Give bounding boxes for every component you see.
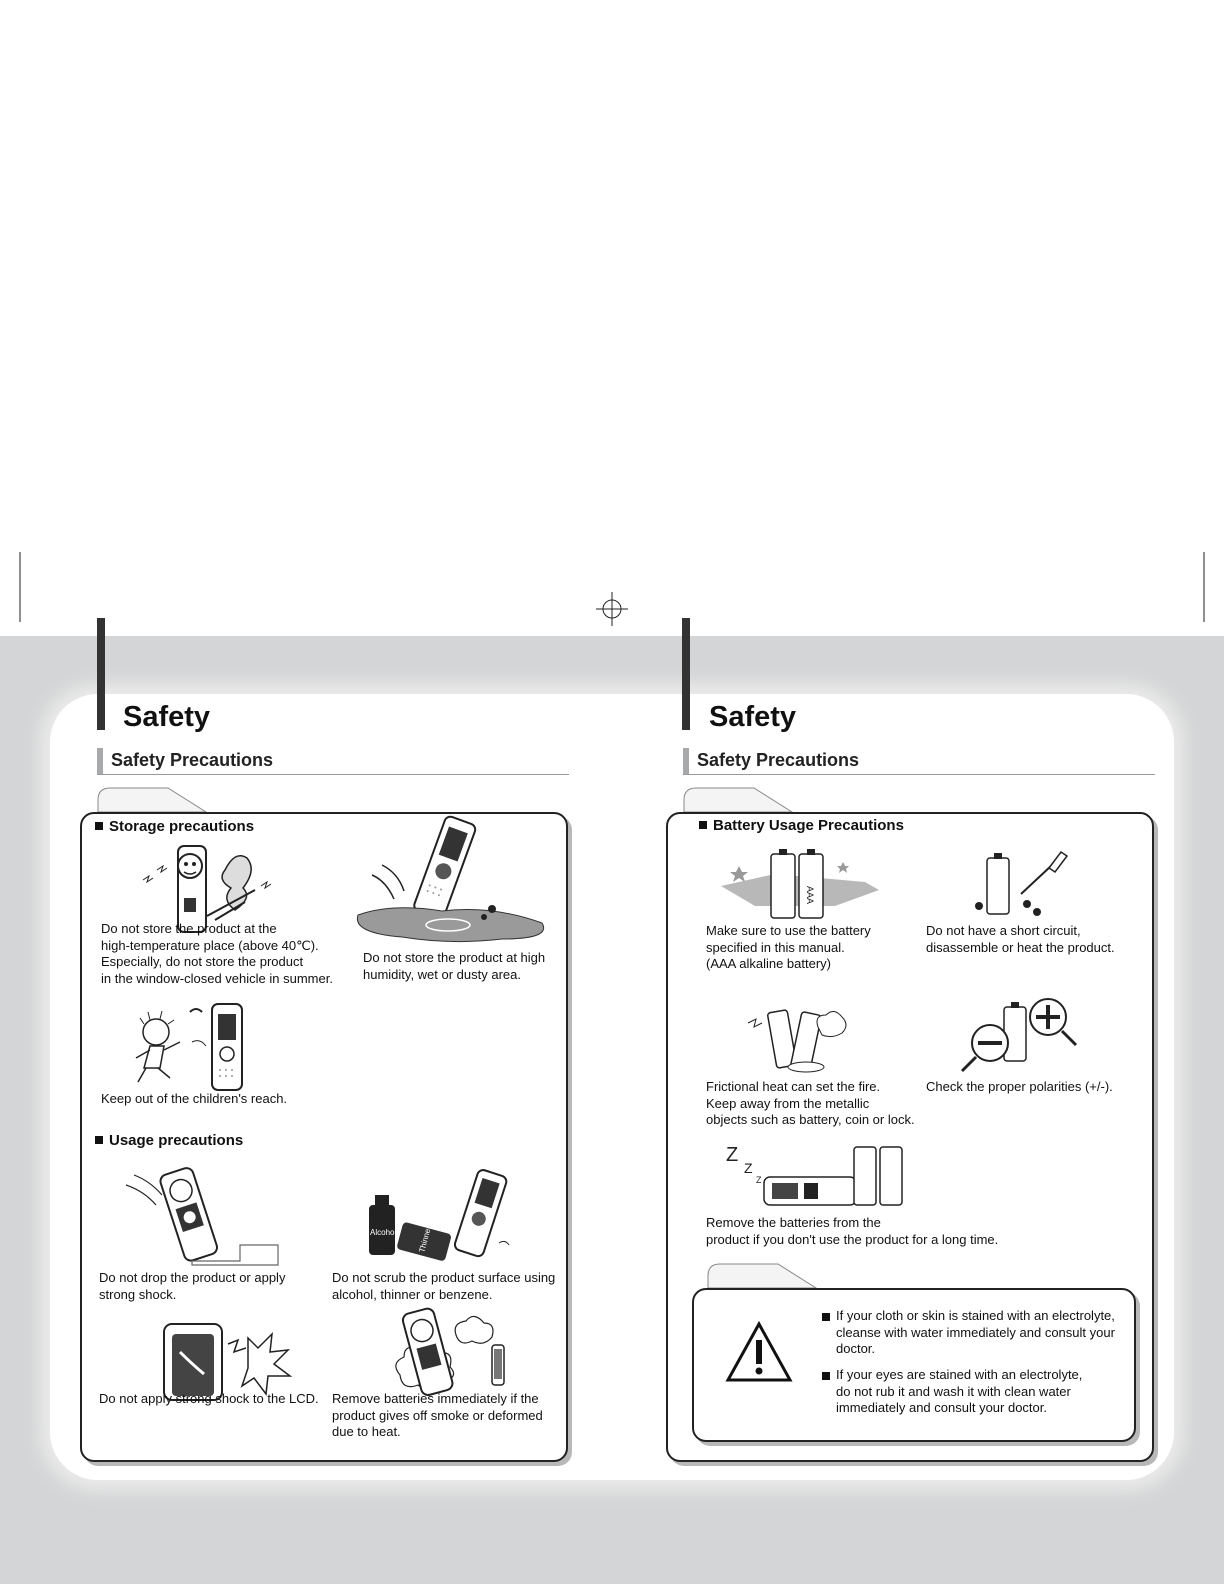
thinner-label: Thinner [417,1225,434,1254]
warning-box-tab [706,1262,826,1290]
warning-item-eyes: If your eyes are stained with an electrolyte, do not rub it and wash it with clean water immediately and consult your doctor. [836,1367,1083,1415]
registration-mark-top [596,592,628,626]
battery-item-short: Do not have a short circuit, disassemble or heat the product. [926,923,1115,955]
battery-item-aaa: Make sure to use the battery specified in this manual. (AAA alkaline battery) [706,923,871,971]
storage-heading: Storage precautions [95,818,254,835]
short-circuit-illustration [965,846,1085,921]
storage-item-heat: Do not store the product at the high-temperature place (above 40℃). Especially, do not store the product in the window-closed vehicle in summer. [101,921,333,986]
battery-item-polarity: Check the proper polarities (+/-). [926,1079,1113,1094]
sleep-z-small: Z [756,1175,762,1185]
battery-item-friction: Frictional heat can set the fire. Keep away from the metallic objects such as battery, coin or lock. [706,1079,915,1127]
storage-item-humidity: Do not store the product at high humidity, wet or dusty area. [363,950,546,982]
right-page-title: Safety [709,701,797,733]
friction-illustration [742,1003,852,1077]
solvent-illustration [365,1165,515,1265]
polarity-illustration [958,995,1083,1075]
warning-bullet-2 [822,1372,830,1380]
wet-illustration [352,815,552,945]
warning-bullet-1 [822,1313,830,1321]
children-illustration [130,1002,250,1094]
sleep-z-medium: Z [744,1160,753,1176]
warning-triangle-icon [724,1320,794,1384]
left-box-tab [96,786,216,814]
left-page-title: Safety [123,701,211,733]
aaa-battery-illustration [715,846,885,926]
lcd-shock-illustration [162,1320,302,1400]
left-subtitle-bar [97,748,103,774]
right-title-accent-bar [682,618,690,730]
usage-item-solvent: Do not scrub the product surface using alcohol, thinner or benzene. [332,1270,556,1302]
usage-heading: Usage precautions [95,1132,243,1149]
right-page-subtitle: Safety Precautions [697,750,860,770]
drop-illustration [120,1165,285,1270]
long-time-illustration [720,1133,930,1217]
usage-item-smoke: Remove batteries immediately if the product gives off smoke or deformed due to heat. [332,1391,543,1439]
smoke-illustration [380,1305,530,1400]
storage-item-children: Keep out of the children's reach. [101,1091,288,1106]
left-page-subtitle: Safety Precautions [111,750,274,770]
usage-item-drop: Do not drop the product or apply strong shock. [99,1270,286,1302]
right-subtitle-bar [683,748,689,774]
sleep-z-large: Z [726,1144,739,1166]
right-subtitle-rule [683,774,1155,775]
battery-heading: Battery Usage Precautions [699,817,904,834]
usage-item-lcd: Do not apply strong shock to the LCD. [99,1391,319,1406]
warning-item-skin: If your cloth or skin is stained with an electrolyte, cleanse with water immediately and consult your doctor. [836,1308,1115,1356]
left-title-accent-bar [97,618,105,730]
aaa-label: AAA [805,886,815,905]
battery-item-longtime: Remove the batteries from the product if you don't use the product for a long time. [706,1215,999,1247]
left-subtitle-rule [97,774,569,775]
right-box-tab [682,786,802,814]
alcohol-label: Alcohol [370,1228,397,1237]
